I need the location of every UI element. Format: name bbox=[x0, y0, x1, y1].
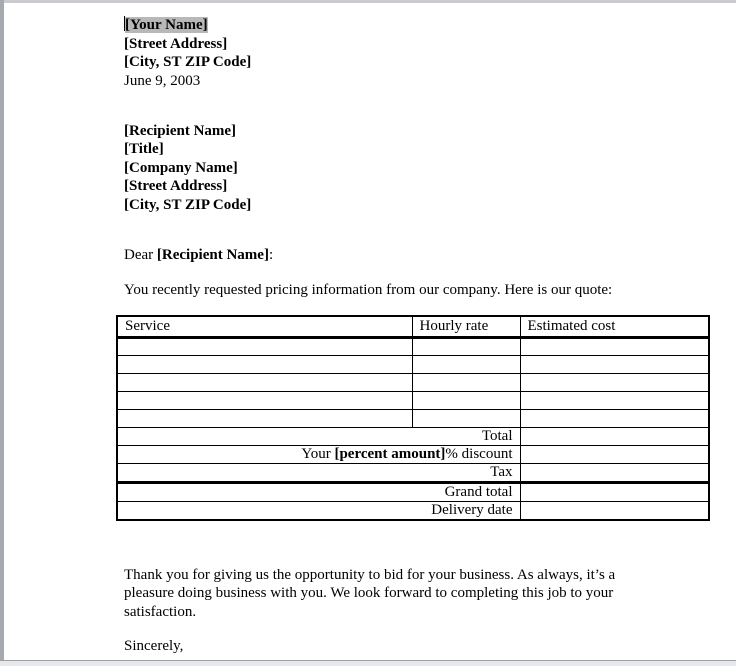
hourly-rate-cell[interactable] bbox=[412, 355, 520, 373]
hourly-rate-cell[interactable] bbox=[412, 337, 520, 355]
header-service[interactable]: Service bbox=[117, 316, 412, 337]
recipient-city[interactable]: [City, ST ZIP Code] bbox=[124, 197, 252, 213]
estimated-cost-cell[interactable] bbox=[520, 373, 709, 391]
estimated-cost-cell[interactable] bbox=[520, 391, 709, 409]
header-hourly-rate[interactable]: Hourly rate bbox=[412, 316, 520, 337]
percent-amount-placeholder[interactable]: [percent amount] bbox=[334, 445, 446, 462]
table-row bbox=[117, 355, 709, 373]
window-frame-bottom bbox=[0, 660, 736, 666]
estimated-cost-cell[interactable] bbox=[520, 337, 709, 355]
sender-city[interactable]: [City, ST ZIP Code] bbox=[124, 54, 252, 70]
salutation: Dear [Recipient Name]: bbox=[124, 247, 274, 263]
intro-paragraph: You recently requested pricing information from our company. Here is our quote: bbox=[124, 282, 613, 298]
grand-total-row bbox=[117, 482, 709, 501]
service-cell[interactable] bbox=[117, 373, 412, 391]
closing-paragraph-line-1: Thank you for giving us the opportunity to bid for your business. As always, it’s a bbox=[124, 567, 616, 583]
closing-paragraph-line-3: satisfaction. bbox=[124, 604, 197, 620]
recipient-street[interactable]: [Street Address] bbox=[124, 178, 228, 194]
sender-street[interactable]: [Street Address] bbox=[124, 36, 228, 52]
table-row bbox=[117, 391, 709, 409]
tax-label: Tax bbox=[117, 463, 520, 482]
service-cell[interactable] bbox=[117, 391, 412, 409]
total-value-cell[interactable] bbox=[520, 427, 709, 445]
recipient-name[interactable]: [Recipient Name] bbox=[124, 123, 237, 139]
table-header-row bbox=[117, 316, 709, 337]
discount-row bbox=[117, 445, 709, 463]
hourly-rate-cell[interactable] bbox=[412, 391, 520, 409]
table-row bbox=[117, 373, 709, 391]
estimated-cost-cell[interactable] bbox=[520, 409, 709, 427]
estimated-cost-cell[interactable] bbox=[520, 355, 709, 373]
total-row bbox=[117, 427, 709, 445]
total-label: Total bbox=[117, 427, 520, 445]
delivery-date-row bbox=[117, 501, 709, 520]
closing-paragraph-line-2: pleasure doing business with you. We look forward to completing this job to your bbox=[124, 585, 614, 601]
grand-total-label: Grand total bbox=[117, 482, 520, 501]
discount-value-cell[interactable] bbox=[520, 445, 709, 463]
delivery-date-label: Delivery date bbox=[117, 501, 520, 520]
discount-label: Your [percent amount]% discount bbox=[117, 445, 520, 463]
hourly-rate-cell[interactable] bbox=[412, 373, 520, 391]
signoff: Sincerely, bbox=[124, 638, 184, 654]
tax-row bbox=[117, 463, 709, 482]
recipient-company[interactable]: [Company Name] bbox=[124, 160, 238, 176]
table-row bbox=[117, 409, 709, 427]
tax-value-cell[interactable] bbox=[520, 463, 709, 482]
delivery-date-value-cell[interactable] bbox=[520, 501, 709, 520]
grand-total-value-cell[interactable] bbox=[520, 482, 709, 501]
header-estimated-cost[interactable]: Estimated cost bbox=[520, 316, 709, 337]
service-cell[interactable] bbox=[117, 409, 412, 427]
service-cell[interactable] bbox=[117, 337, 412, 355]
salutation-recipient-name[interactable]: [Recipient Name] bbox=[156, 247, 269, 263]
letter-date[interactable]: June 9, 2003 bbox=[124, 73, 201, 89]
sender-name[interactable]: [Your Name] bbox=[125, 17, 208, 33]
service-cell[interactable] bbox=[117, 355, 412, 373]
recipient-title[interactable]: [Title] bbox=[124, 141, 164, 157]
table-row bbox=[117, 337, 709, 355]
quote-table bbox=[116, 315, 710, 521]
hourly-rate-cell[interactable] bbox=[412, 409, 520, 427]
